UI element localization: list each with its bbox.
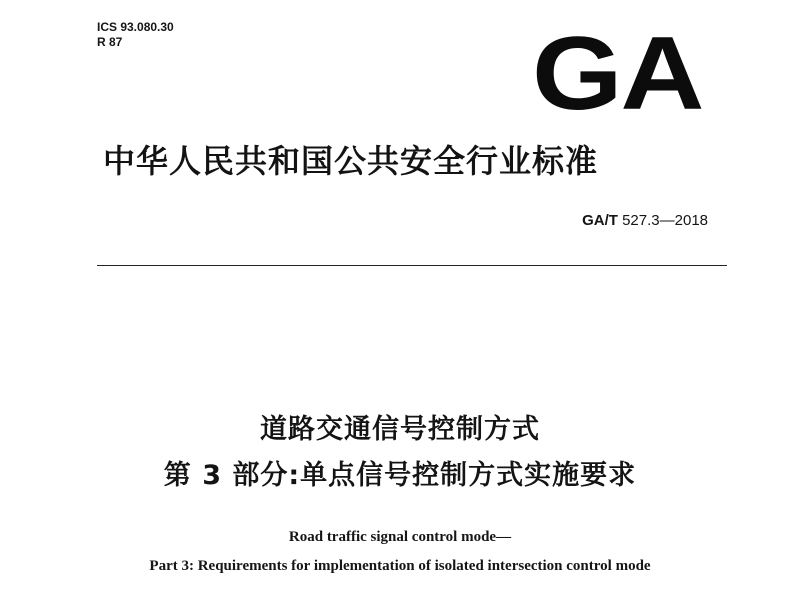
ics-code: ICS 93.080.30 bbox=[97, 20, 174, 34]
english-title-line2: Part 3: Requirements for implementation of isolated intersection control mode bbox=[149, 558, 651, 574]
standard-code-number: 527.3—2018 bbox=[622, 212, 708, 229]
divider-line bbox=[97, 265, 727, 266]
standard-number bbox=[582, 212, 708, 230]
classification-block bbox=[97, 20, 174, 50]
chinese-title-line1: 道路交通信号控制方式 bbox=[260, 414, 540, 445]
chinese-title-line2: 第 3 部分:单点信号控制方式实施要求 bbox=[163, 460, 637, 491]
standard-issuer-title: 中华人民共和国公共安全行业标准 bbox=[103, 142, 599, 180]
standard-code-prefix: GA/T bbox=[582, 212, 618, 229]
ga-logo: GA bbox=[532, 16, 703, 132]
english-title-line1: Road traffic signal control mode— bbox=[288, 529, 512, 545]
ccs-code: R 87 bbox=[97, 35, 123, 49]
